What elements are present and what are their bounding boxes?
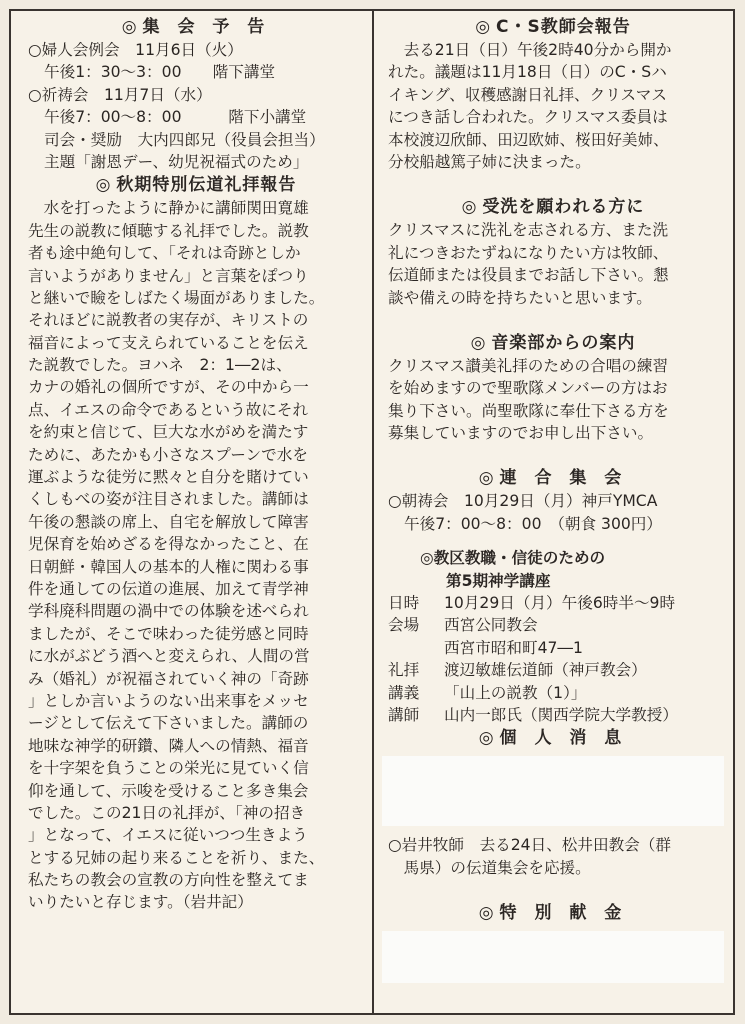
prayer-meeting-theme: 主題「謝恩デー、幼児祝福式のため」 xyxy=(44,152,309,171)
report-line: 件を通しての伝道の進展、加えて青学神 xyxy=(28,579,309,598)
report-line: を約束と信じて、巨大な水がめを満たす xyxy=(28,423,309,442)
report-line: 児保育を始めざるを得なかったこと、在 xyxy=(28,535,309,554)
report-line: 学科廃科問題の渦中での体験を述べられ xyxy=(28,602,309,621)
report-line: 仰を通して、示唆を受けること多き集会 xyxy=(28,781,309,800)
women-meeting-title: ○婦人会例会 11月6日（火） xyxy=(28,41,243,59)
cs-report-line: 分校船越篤子姉に決まった。 xyxy=(388,152,591,171)
right-column xyxy=(388,15,718,983)
report-line: カナの婚礼の個所ですが、その中から一 xyxy=(28,378,309,397)
prayer-meeting-title: ○祈祷会 11月7日（水） xyxy=(28,85,212,104)
report-line: ために、あたかも小さなスプーンで水を xyxy=(28,445,308,464)
seminar-row-value: 西宮公同教会 xyxy=(444,616,538,635)
seminar-row-value: 10月29日（月）午後6時半～9時 xyxy=(444,594,676,613)
seminar-row-label: 日時 xyxy=(388,594,420,613)
personal-news-body xyxy=(388,834,718,879)
report-line: でした。この21日の礼拝が、「神の招き xyxy=(28,803,306,822)
cs-report-line: 本校渡辺欣師、田辺欧姉、桜田好美姉、 xyxy=(388,130,669,149)
morning-prayer-time: 午後7：00～8：00 （朝食 300円） xyxy=(404,514,662,533)
cs-report-line: につき話し合われた。クリスマス委員は xyxy=(388,108,668,127)
seminar-title-line2: 第5期神学講座 xyxy=(446,571,551,590)
autumn-report-heading: ◎ 秋期特別伝道礼拝報告 xyxy=(95,175,297,196)
report-line: 点、イエスの命令であるという故にそれ xyxy=(28,400,309,419)
prayer-meeting-time: 午後7：00～8：00 階下小講堂 xyxy=(44,108,307,127)
morning-prayer-title: ○朝祷会 10月29日（月）神戸YMCA xyxy=(388,492,658,511)
joint-meeting-heading: ◎ 連 合 集 会 xyxy=(478,468,628,489)
baptism-body xyxy=(388,219,718,309)
report-line: ましたが、そこで味わった徒労感と同時 xyxy=(28,624,309,643)
seminar-row-value: 西宮市昭和町47―1 xyxy=(444,638,583,657)
seminar-row-value: 山内一郎氏（関西学院大学教授） xyxy=(444,705,678,724)
report-line: を十字架を負うことの栄光に見ていく信 xyxy=(28,759,309,778)
seminar-row-label: 講義 xyxy=(388,683,420,702)
cs-report-line: 去る21日（日）午後2時40分から開か xyxy=(388,41,672,59)
cs-report-body xyxy=(388,39,718,173)
baptism-line: クリスマスに洗礼を志される方、また洗 xyxy=(388,221,669,240)
report-line: 水を打ったように静かに講師関田寛雄 xyxy=(28,199,309,218)
blank-patch xyxy=(382,756,724,826)
personal-news-line: 馬県）の伝道集会を応援。 xyxy=(388,858,591,877)
baptism-heading: ◎ 受洗を願われる方に xyxy=(461,197,645,218)
seminar-title-line1: ◎教区教職・信徒のための xyxy=(420,549,606,568)
seminar-row-label: 礼拝 xyxy=(388,661,420,680)
report-line: 午後の懇談の席上、自宅を解放して障害 xyxy=(28,512,309,531)
prayer-meeting-host: 司会・奨励 大内四郎兄（役員会担当） xyxy=(44,130,325,149)
circle-dot-icon: ◎ xyxy=(478,468,494,489)
seminar-row-label: 講師 xyxy=(388,705,420,724)
cs-report-heading: ◎ C・S教師会報告 xyxy=(475,17,631,37)
seminar-row-value: 「山上の説教（1）」 xyxy=(444,683,587,702)
music-body xyxy=(388,355,718,445)
report-line: 福音によって支えられていることを伝え xyxy=(28,333,309,352)
seminar-row xyxy=(388,704,718,726)
baptism-line: 礼につきおたずねになりたい方は牧師、 xyxy=(388,243,669,262)
seminar-row xyxy=(388,592,718,614)
music-line: 集り下さい。尚聖歌隊に奉仕下さる方を xyxy=(388,401,669,420)
report-line: くしもべの姿が注目されました。講師は xyxy=(28,490,309,509)
personal-news-line: ○岩井牧師 去る24日、松井田教会（群 xyxy=(388,836,671,855)
circle-dot-icon: ◎ xyxy=(461,197,477,218)
baptism-line: 伝道師または役員までお話し下さい。懇 xyxy=(388,266,669,285)
report-line: 者も途中絶句して、「それは奇跡としか xyxy=(28,244,301,263)
report-line: とする兄姉の起り来ることを祈り、また、 xyxy=(28,848,325,867)
report-line: と継いで瞼をしばたく場面がありました。 xyxy=(28,288,325,307)
seminar-row xyxy=(388,682,718,704)
circle-dot-icon: ◎ xyxy=(478,903,494,924)
circle-dot-icon: ◎ xyxy=(95,175,111,196)
report-line: 先生の説教に傾聴する礼拝でした。説教 xyxy=(28,221,309,240)
music-heading: ◎ 音楽部からの案内 xyxy=(470,332,636,353)
music-line: 募集していますのでお申し出下さい。 xyxy=(388,424,654,443)
cs-report-line: れた。議題は11月18日（日）のC・Sハ xyxy=(388,63,667,82)
personal-news-heading: ◎ 個 人 消 息 xyxy=(478,728,628,749)
report-line: 運ぶような徒労に黙々と自分を賭けてい xyxy=(28,468,309,487)
baptism-line: 談や備えの時を持ちたいと思います。 xyxy=(388,288,652,307)
report-line: に水がぶどう酒へと変えられ、人間の営 xyxy=(28,647,310,666)
report-line: それほどに説教者の実存が、キリストの xyxy=(28,311,309,330)
report-line: 」となって、イエスに従いつつ生きよう xyxy=(28,826,308,845)
report-line: 」としか言いようのない出来事をメッセ xyxy=(28,691,309,710)
music-line: を始めますので聖歌隊メンバーの方はお xyxy=(388,379,668,398)
seminar-row-label: 会場 xyxy=(388,616,420,635)
seminar-row xyxy=(388,659,718,681)
circle-dot-icon: ◎ xyxy=(470,332,486,353)
seminar-row-label xyxy=(388,637,444,659)
announcements-heading: ◎ 集 会 予 告 xyxy=(121,17,271,37)
special-offering-heading: ◎ 特 別 献 金 xyxy=(478,903,628,924)
seminar-row-value: 渡辺敏雄伝道師（神戸教会） xyxy=(444,661,647,680)
report-line: 地味な神学的研鑽、隣人への情熱、福音 xyxy=(28,736,309,755)
seminar-row xyxy=(388,637,718,659)
blank-patch-2 xyxy=(382,931,724,983)
autumn-report-body xyxy=(28,197,364,914)
report-line: ージとして伝えて下さいました。講師の xyxy=(28,714,309,733)
column-divider xyxy=(372,10,374,1014)
circle-dot-icon: ◎ xyxy=(121,17,137,37)
report-line: 言いようがありません」と言葉をぽつり xyxy=(28,266,309,285)
seminar-row xyxy=(388,614,718,636)
report-line: いりたいと存じます。（岩井記） xyxy=(28,893,253,912)
seminar-details xyxy=(388,592,718,726)
report-line: た説教でした。ヨハネ 2：1―2は、 xyxy=(28,356,292,375)
music-line: クリスマス讃美礼拝のための合唱の練習 xyxy=(388,356,669,375)
circle-dot-icon: ◎ xyxy=(478,728,494,749)
report-line: 日朝鮮・韓国人の基本的人権に関わる事 xyxy=(28,557,309,576)
circle-dot-icon: ◎ xyxy=(475,17,491,37)
women-meeting-time: 午後1：30～3：00 階下講堂 xyxy=(44,63,276,82)
cs-report-line: イキング、収穫感謝日礼拝、クリスマス xyxy=(388,85,667,104)
report-line: み（婚礼）が祝福されていく神の「奇跡 xyxy=(28,669,309,688)
report-line: 私たちの教会の宣教の方向性を整えてま xyxy=(28,871,309,890)
left-column xyxy=(28,15,364,914)
